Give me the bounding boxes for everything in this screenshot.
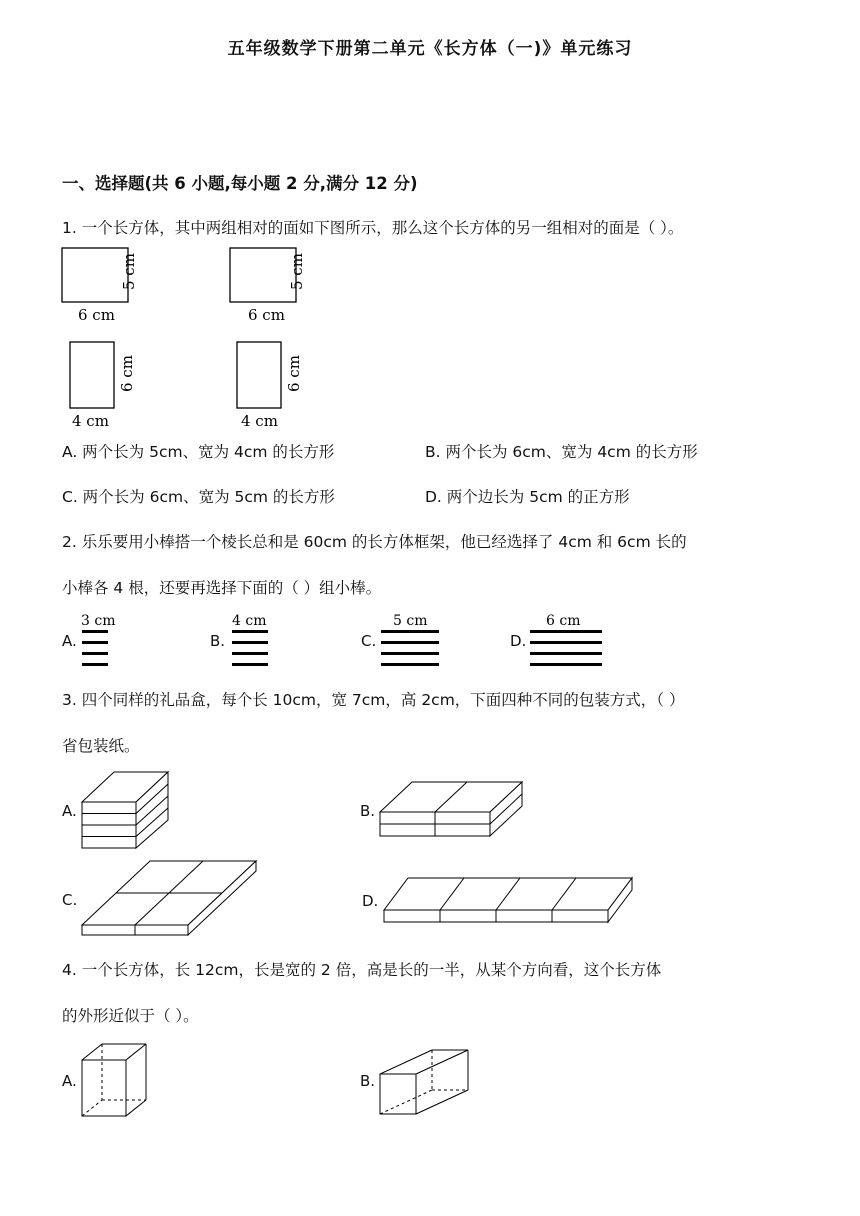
question-1-stem: 1. 一个长方体，其中两组相对的面如下图所示，那么这个长方体的另一组相对的面是（ ）。 xyxy=(62,219,684,237)
stick-length: 5 cm xyxy=(393,613,428,629)
q1-label-6cm-vertical: 6 cm xyxy=(285,355,303,392)
option-label: D. xyxy=(362,892,379,910)
q1-figure-4x6-b xyxy=(235,338,315,430)
q4-option-a[interactable] xyxy=(62,1040,172,1122)
sticks-icon xyxy=(78,612,128,672)
option-label: B. xyxy=(210,632,226,650)
option-label: B. xyxy=(360,1072,376,1090)
flat-two-by-two-figure xyxy=(80,855,260,940)
option-label: A. xyxy=(62,1072,77,1090)
tall-cuboid-figure xyxy=(80,1040,160,1120)
q1-figure-6x5-a xyxy=(60,244,160,324)
q2-option-d[interactable] xyxy=(510,612,620,672)
question-4-line-2: 的外形近似于（ ）。 xyxy=(62,1007,199,1025)
option-label: B. xyxy=(360,802,376,820)
question-3-line-2: 省包装纸。 xyxy=(62,737,140,755)
q1-label-5cm: 5 cm xyxy=(288,253,306,290)
q3-option-d[interactable] xyxy=(362,868,642,928)
q1-figure-6x5-b xyxy=(228,244,328,324)
q3-option-c[interactable] xyxy=(62,855,272,940)
option-label: A. xyxy=(62,632,77,650)
two-by-two-boxes-figure xyxy=(378,776,528,841)
option-label: D. xyxy=(510,632,527,650)
option-label: A. xyxy=(62,802,77,820)
stacked-boxes-figure xyxy=(80,770,175,852)
question-4-line-1: 4. 一个长方体，长 12cm，长是宽的 2 倍，高是长的一半，从某个方向看，这个长方体 xyxy=(62,961,662,979)
option-label: C. xyxy=(361,632,377,650)
sticks-icon xyxy=(377,612,457,672)
question-3-line-1: 3. 四个同样的礼品盒，每个长 10cm，宽 7cm，高 2cm，下面四种不同的包装方式，（ ） xyxy=(62,691,685,709)
page-title: 五年级数学下册第二单元《长方体（一)》单元练习 xyxy=(227,39,633,59)
section-heading: 一、选择题(共 6 小题,每小题 2 分,满分 12 分) xyxy=(62,174,418,193)
row-of-four-figure xyxy=(380,868,640,928)
option-label: C. xyxy=(62,891,78,909)
q1-option-c[interactable]: C. 两个长为 6cm、宽为 5cm 的长方形 xyxy=(62,488,335,506)
q2-option-b[interactable] xyxy=(210,612,290,672)
q1-label-6cm: 6 cm xyxy=(248,306,285,324)
q1-label-6cm-vertical: 6 cm xyxy=(118,355,136,392)
q1-label-4cm: 4 cm xyxy=(72,412,109,430)
stick-length: 3 cm xyxy=(81,613,116,629)
sticks-icon xyxy=(526,612,616,672)
q1-option-d[interactable]: D. 两个边长为 5cm 的正方形 xyxy=(425,488,630,506)
q1-label-5cm: 5 cm xyxy=(120,253,138,290)
q1-label-6cm: 6 cm xyxy=(78,306,115,324)
stick-length: 6 cm xyxy=(546,613,581,629)
question-2-line-2: 小棒各 4 根，还要再选择下面的（ ）组小棒。 xyxy=(62,579,382,597)
q1-option-a[interactable]: A. 两个长为 5cm、宽为 4cm 的长方形 xyxy=(62,443,335,461)
stick-length: 4 cm xyxy=(232,613,267,629)
q1-option-b[interactable]: B. 两个长为 6cm、宽为 4cm 的长方形 xyxy=(425,443,698,461)
q3-option-a[interactable] xyxy=(62,770,182,855)
q3-option-b[interactable] xyxy=(360,776,560,846)
q2-option-a[interactable] xyxy=(62,612,142,672)
question-2-line-1: 2. 乐乐要用小棒搭一个棱长总和是 60cm 的长方体框架，他已经选择了 4cm 和 6cm 长的 xyxy=(62,533,687,551)
q1-label-4cm: 4 cm xyxy=(241,412,278,430)
q2-option-c[interactable] xyxy=(361,612,461,672)
q4-option-b[interactable] xyxy=(360,1046,490,1118)
sticks-icon xyxy=(228,612,288,672)
long-cuboid-figure xyxy=(378,1046,478,1118)
q1-figure-4x6-a xyxy=(68,338,148,430)
